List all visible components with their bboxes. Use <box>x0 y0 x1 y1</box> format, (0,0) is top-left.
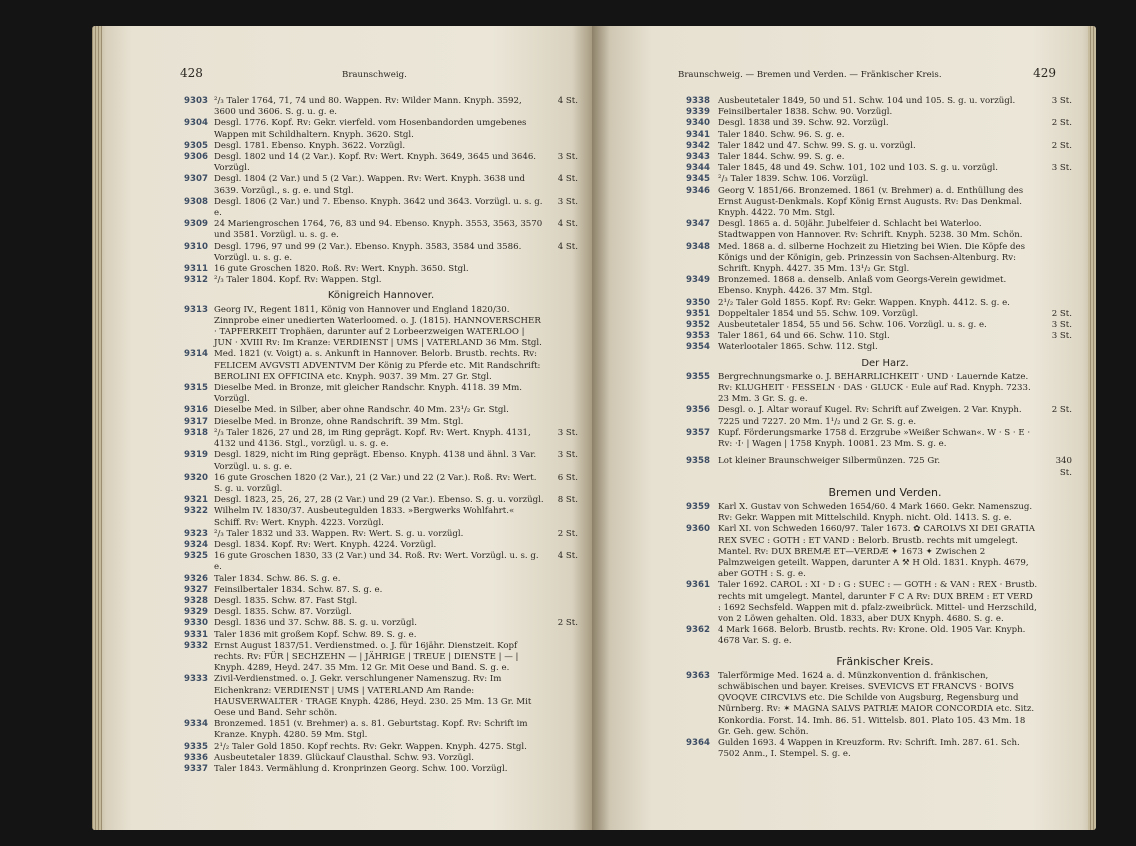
lot-number: 9336 <box>184 752 208 763</box>
catalog-entry <box>686 118 1072 129</box>
lot-number: 9328 <box>184 595 208 606</box>
lot-description: Karl X. Gustav von Schweden 1654/60. 4 Mark 1660. Gekr. Namenszug. Rv: Gekr. Wappen mit Mittelschild. Knyph. nicht. Old. 1413. S. g. e. <box>718 501 1033 524</box>
catalog-entry <box>184 764 578 775</box>
lot-quantity: 3 St. <box>557 427 578 438</box>
lot-number: 9341 <box>686 129 710 140</box>
lot-quantity: 3 St. <box>557 450 578 461</box>
lot-description: 16 gute Groschen 1820 (2 Var.), 21 (2 Var.) und 22 (2 Var.). Roß. Rv: Wert. S. g. u. vorzügl. <box>214 472 537 494</box>
lot-number: 9323 <box>184 528 208 539</box>
open-book <box>92 26 1096 830</box>
catalog-entry <box>184 152 578 174</box>
lot-quantity: 4 St. <box>557 241 578 252</box>
catalog-entry <box>184 450 578 472</box>
lot-description: Feinsilbertaler 1838. Schw. 90. Vorzügl. <box>718 107 893 118</box>
lot-number: 9364 <box>686 737 710 748</box>
catalog-entry <box>184 630 578 641</box>
catalog-entry <box>184 96 578 118</box>
lot-number: 9313 <box>184 304 208 315</box>
catalog-entry <box>184 540 578 551</box>
lot-description: Ausbeutetaler 1849, 50 und 51. Schw. 104 und 105. S. g. u. vorzügl. <box>718 96 1016 106</box>
lot-number: 9357 <box>686 427 710 438</box>
section-title-bremen: Bremen und Verden. <box>828 485 942 499</box>
lot-description: Doppeltaler 1854 und 55. Schw. 109. Vorzügl. <box>718 308 919 319</box>
catalog-entry <box>184 574 578 585</box>
lot-number: 9304 <box>184 118 208 129</box>
lot-number: 9349 <box>686 275 710 286</box>
catalog-entry <box>184 742 578 753</box>
lot-description: Desgl. 1829, nicht im Ring geprägt. Ebenso. Knyph. 4138 und ähnl. 3 Var. Vorzügl. u. s. g. e. <box>214 450 537 472</box>
lot-description: Taler 1845, 48 und 49. Schw. 101, 102 und 103. S. g. u. vorzügl. <box>718 163 998 174</box>
page-number-right: 429 <box>1033 66 1056 80</box>
lot-description: Georg V. 1851/66. Bronzemed. 1861 (v. Brehmer) a. d. Enthüllung des Ernst August-Denkmals. Kopf König Ernst Augusts. Rv: Das Denkmal. Knyph. 4422. 70 Mm. Stgl. <box>718 185 1024 219</box>
lot-description: Karl XI. von Schweden 1660/97. Taler 1673. ✿ CAROLVS XI DEI GRATIA REX SVEC : GOTH : ET VAND : Belorb. Brustb. rechts mit umgelegt. Mantel. Rv: DUX BREMÆ ET—VERDÆ ✦ 1673 ✦ Zwischen 2 Palmzweigen geteilt. Wappen, darunter A ⚒ H Old. 1831. Knyph. 4679, aber GOTH : S. g. e. <box>718 524 1035 580</box>
lot-number: 9351 <box>686 308 710 319</box>
lot-description: Taler 1842 und 47. Schw. 99. S. g. u. vorzügl. <box>718 140 916 151</box>
lot-number: 9333 <box>184 674 208 685</box>
lot-number: 9325 <box>184 551 208 562</box>
catalog-entry <box>184 607 578 618</box>
lot-description: Talerförmige Med. 1624 a. d. Münzkonvention d. fränkischen, schwäbischen und bayer. Kreises. SVEVICVS ET FRANCVS · BOIVS QVOQVE CIRCVLVS etc. Die Schilde von Augsburg, Regensburg und Nürnberg. Rv: ✶ MAGNA SALVS PATRIÆ MAIOR CONCORDIA etc. Sitz. Konkordia. Forst. 14. Imh. 86. 51. Wittelsb. 801. Plato 105. 43 Mm. 18 Gr. Geh. gew. Schön. <box>718 670 1035 737</box>
catalog-entry <box>686 737 1072 760</box>
catalog-entry <box>184 118 578 140</box>
catalog-entry <box>686 308 1072 320</box>
lot-description: 16 gute Groschen 1830, 33 (2 Var.) und 34. Roß. Rv: Wert. Vorzügl. u. s. g. e. <box>214 551 539 573</box>
catalog-entry <box>686 185 1072 220</box>
catalog-entry <box>184 551 578 573</box>
catalog-entry <box>686 580 1072 625</box>
lot-number: 9350 <box>686 297 710 308</box>
lot-quantity: 3 St. <box>1051 331 1072 342</box>
lot-description: Desgl. 1776. Kopf. Rv: Gekr. vierfeld. vom Hosenbandorden umgebenes Wappen mit Schildhaltern. Knyph. 3620. Stgl. <box>214 118 527 140</box>
lot-description: 4 Mark 1668. Belorb. Brustb. rechts. Rv: Krone. Old. 1905 Var. Knyph. 4678 Var. S. g. e. <box>718 625 1026 647</box>
lot-number: 9352 <box>686 320 710 331</box>
lot-quantity: 3 St. <box>557 196 578 207</box>
catalog-entry <box>184 428 578 450</box>
catalog-entry <box>184 529 578 540</box>
catalog-entry <box>686 219 1072 241</box>
catalog-entry <box>686 524 1072 580</box>
lot-quantity: 4 St. <box>557 96 578 106</box>
entry-list-bremen <box>686 501 1072 648</box>
lot-description: Feinsilbertaler 1834. Schw. 87. S. g. e. <box>214 584 383 595</box>
lot-number: 9359 <box>686 501 710 512</box>
lot-quantity: 2 St. <box>557 528 578 539</box>
lot-description: ²/₃ Taler 1839. Schw. 106. Vorzügl. <box>718 174 869 185</box>
lot-description: 24 Mariengroschen 1764, 76, 83 und 94. Ebenso. Knyph. 3553, 3563, 3570 und 3581. Vorzügl. u. s. g. e. <box>214 219 543 241</box>
catalog-entry <box>184 495 578 506</box>
lot-description: Desgl. 1781. Ebenso. Knyph. 3622. Vorzügl. <box>214 140 406 151</box>
lot-description: Ernst August 1837/51. Verdienstmed. o. J. für 16jähr. Dienstzeit. Kopf rechts. Rv: FÜR | SECHZEHN — | JÄHRIGE | TREUE | DIENSTE | — | Knyph. 4289, Heyd. 247. 35 Mm. 12 Gr. Mit Oese und Band. S. g. e. <box>214 640 519 674</box>
lot-description: Desgl. 1838 und 39. Schw. 92. Vorzügl. <box>718 118 889 129</box>
left-page-content <box>184 96 578 775</box>
lot-description: Desgl. 1802 und 14 (2 Var.). Kopf. Rv: Wert. Knyph. 3649, 3645 und 3646. Vorzügl. <box>214 152 537 174</box>
catalog-entry <box>184 506 578 528</box>
section-title-hannover: Königreich Hannover. <box>327 290 435 302</box>
lot-description: Taler 1692. CAROL : XI · D : G : SUEC : — GOTH : & VAN : REX · Brustb. rechts mit umgelegt. Mantel, darunter F C A Rv: DUX BREM : ET VERD : 1692 Sechsfeld. Wappen mit d. pfalz-zweibrück. Mittel- und Herzschild, von 2 Löwen gehalten. Old. 1833, aber DUX Knyph. 4680. S. g. e. <box>718 580 1038 624</box>
lot-number: 9321 <box>184 495 208 506</box>
catalog-entry <box>184 674 578 719</box>
lot-description: Georg IV., Regent 1811, König von Hannover und England 1820/30. Zinnprobe einer unedierten Waterloomed. o. J. (1815). HANNOVERSCHER · TAPFERKEIT Trophäen, darunter auf 2 Lorbeerzweigen WATERLOO | JUN · XVIII Rv: Im Kranze: VERDIENST | UMS | VATERLAND 36 Mm. Stgl. <box>214 304 542 349</box>
lot-description: Lot kleiner Braunschweiger Silbermünzen. 725 Gr. <box>718 456 941 467</box>
lot-quantity: 3 St. <box>1051 320 1072 331</box>
lot-description: Desgl. 1806 (2 Var.) und 7. Ebenso. Knyph. 3642 und 3643. Vorzügl. u. s. g. e. <box>214 196 543 219</box>
lot-description: Desgl. 1796, 97 und 99 (2 Var.). Ebenso. Knyph. 3583, 3584 und 3586. Vorzügl. u. s. g. e. <box>214 241 522 263</box>
lot-description: Desgl. o. J. Altar worauf Kugel. Rv: Schrift auf Zweigen. 2 Var. Knyph. 7225 und 7227. 20 Mm. 1¹/₂ und 2 Gr. S. g. e. <box>718 405 1022 427</box>
lot-number: 9320 <box>184 472 208 483</box>
lot-description: Ausbeutetaler 1854, 55 und 56. Schw. 106. Vorzügl. u. s. g. e. <box>718 320 987 331</box>
page-edges-right <box>1088 26 1096 830</box>
lot-description: Taler 1844. Schw. 99. S. g. e. <box>718 152 845 163</box>
lot-number: 9314 <box>184 349 208 360</box>
lot-quantity: 6 St. <box>557 472 578 483</box>
lot-description: Waterlootaler 1865. Schw. 112. Stgl. <box>718 342 878 353</box>
lot-number: 9319 <box>184 450 208 461</box>
lot-number: 9334 <box>184 719 208 730</box>
lot-number: 9310 <box>184 241 208 252</box>
catalog-entry <box>686 241 1072 276</box>
lot-quantity: 3 St. <box>1051 96 1072 106</box>
lot-description: Taler 1843. Vermählung d. Kronprinzen Georg. Schw. 100. Vorzügl. <box>214 763 508 774</box>
lot-number: 9307 <box>184 174 208 185</box>
lot-number: 9361 <box>686 580 710 591</box>
lot-description: ²/₃ Taler 1832 und 33. Wappen. Rv: Wert. S. g. u. vorzügl. <box>214 528 464 539</box>
lot-number: 9348 <box>686 241 710 252</box>
lot-number: 9327 <box>184 584 208 595</box>
lot-number: 9356 <box>686 405 710 416</box>
lot-number: 9308 <box>184 196 208 207</box>
lot-description: Bergrechnungsmarke o. J. BEHARRLICHKEIT · UND · Lauernde Katze. Rv: KLUGHEIT · FESSELN · DAS · GLUCK · Eule auf Rad. Knyph. 7233. 23 Mm. 3 Gr. S. g. e. <box>718 371 1031 405</box>
catalog-entry <box>686 275 1072 297</box>
lot-number: 9309 <box>184 219 208 230</box>
lot-description: Taler 1836 mit großem Kopf. Schw. 89. S. g. e. <box>214 629 417 640</box>
catalog-entry <box>184 219 578 241</box>
lot-quantity: 2 St. <box>1051 308 1072 319</box>
lot-quantity: 8 St. <box>557 495 578 506</box>
lot-number: 9322 <box>184 506 208 517</box>
lot-description: Med. 1821 (v. Voigt) a. s. Ankunft in Hannover. Belorb. Brustb. rechts. Rv: FELICEM AVGVSTI ADVENTVM Der König zu Pferde etc. Mit Randschrift: BEROLINI EX OFFICINA etc. Knyph. 9037. 39 Mm. 27 Gr. Stgl. <box>214 349 541 382</box>
lot-number: 9345 <box>686 174 710 185</box>
lot-number: 9343 <box>686 152 710 163</box>
lot-number: 9305 <box>184 140 208 151</box>
lot-number: 9342 <box>686 140 710 151</box>
catalog-entry <box>184 305 578 350</box>
lot-quantity: 4 St. <box>557 219 578 230</box>
lot-description: Gulden 1693. 4 Wappen in Kreuzform. Rv: Schrift. Imh. 287. 61. Sch. 7502 Anm., I. Stempel. S. g. e. <box>718 737 1020 760</box>
catalog-entry <box>686 501 1072 524</box>
lot-number: 9317 <box>184 416 208 427</box>
lot-number: 9338 <box>686 96 710 106</box>
lot-description: Kupf. Förderungsmarke 1758 d. Erzgrube »Weißer Schwan«. W · S · E · Rv: ·I· | Wagen | 1758 Knyph. 10081. 23 Mm. S. g. e. <box>718 427 1031 450</box>
lot-number: 9303 <box>184 96 208 106</box>
lot-quantity: 2 St. <box>1051 405 1072 416</box>
lot-number: 9330 <box>184 618 208 629</box>
lot-description: Desgl. 1823, 25, 26, 27, 28 (2 Var.) und 29 (2 Var.). Ebenso. S. g. u. vorzügl. <box>214 495 544 506</box>
running-header-right: Braunschweig. — Bremen und Verden. — Fränkischer Kreis. <box>678 70 942 80</box>
section-title-harz: Der Harz. <box>861 357 909 369</box>
catalog-entry <box>184 405 578 416</box>
lot-number: 9315 <box>184 383 208 394</box>
lot-number: 9354 <box>686 342 710 353</box>
lot-number: 9362 <box>686 625 710 636</box>
left-page <box>92 26 592 830</box>
catalog-entry <box>184 417 578 428</box>
entry-list-hannover <box>184 305 578 776</box>
lot-number: 9311 <box>184 264 208 275</box>
entry-list-braunschweig <box>184 96 578 286</box>
lot-description: 2¹/₂ Taler Gold 1855. Kopf. Rv: Gekr. Wappen. Knyph. 4412. S. g. e. <box>718 297 1010 308</box>
lot-number: 9353 <box>686 331 710 342</box>
catalog-entry <box>184 197 578 219</box>
lot-description: Desgl. 1835. Schw. 87. Fast Stgl. <box>214 595 358 606</box>
catalog-entry <box>686 427 1072 450</box>
lot-quantity: 2 St. <box>1051 118 1072 129</box>
lot-quantity: 3 St. <box>557 152 578 163</box>
catalog-entry <box>686 140 1072 152</box>
lot-description: Zivil-Verdienstmed. o. J. Gekr. verschlungener Namenszug. Rv: Im Eichenkranz: VERDIENST | UMS | VATERLAND Am Rande: HAUSVERWALTER · TRAGE Knyph. 4286, Heyd. 230. 25 Mm. 13 Gr. Mit Oese und Band. Sehr schön. <box>214 674 532 718</box>
right-page-content <box>686 96 1072 760</box>
lot-number: 9344 <box>686 163 710 174</box>
lot-description: Wilhelm IV. 1830/37. Ausbeutegulden 1833. »Bergwerks Wohlfahrt.« Schiff. Rv: Wert. Knyph. 4223. Vorzügl. <box>214 506 515 528</box>
lot-number: 9332 <box>184 640 208 651</box>
section-title-frankischer-kreis: Fränkischer Kreis. <box>836 654 934 668</box>
lot-number: 9316 <box>184 405 208 416</box>
lot-description: Desgl. 1804 (2 Var.) und 5 (2 Var.). Wappen. Rv: Wert. Knyph. 3638 und 3639. Vorzügl., s. g. e. und Stgl. <box>214 174 526 196</box>
catalog-entry <box>184 383 578 405</box>
catalog-entry <box>184 596 578 607</box>
lot-quantity: 340 St. <box>1055 456 1072 478</box>
catalog-entry <box>686 174 1072 185</box>
lot-description: ²/₃ Taler 1804. Kopf. Rv: Wappen. Stgl. <box>214 275 382 286</box>
catalog-entry <box>686 96 1072 107</box>
catalog-entry <box>184 349 578 383</box>
lot-quantity: 2 St. <box>1051 140 1072 151</box>
lot-quantity: 4 St. <box>557 174 578 185</box>
lot-description: 2¹/₂ Taler Gold 1850. Kopf rechts. Rv: Gekr. Wappen. Knyph. 4275. Stgl. <box>214 741 527 752</box>
lot-number: 9360 <box>686 524 710 535</box>
lot-quantity: 3 St. <box>1051 163 1072 174</box>
lot-number: 9324 <box>184 539 208 550</box>
catalog-entry <box>184 473 578 495</box>
catalog-entry <box>184 641 578 675</box>
running-header-left: Braunschweig. <box>342 70 407 80</box>
catalog-entry <box>686 320 1072 331</box>
lot-number: 9355 <box>686 371 710 382</box>
catalog-entry <box>686 107 1072 118</box>
entry-list-frankischer-kreis <box>686 670 1072 761</box>
lot-description: Bronzemed. 1851 (v. Brehmer) a. s. 81. Geburtstag. Kopf. Rv: Schrift im Kranze. Knyph. 4280. 59 Mm. Stgl. <box>214 719 528 741</box>
page-edges-left <box>92 26 102 830</box>
lot-quantity: 2 St. <box>557 618 578 629</box>
lot-number: 9358 <box>686 456 710 467</box>
lot-number: 9331 <box>184 629 208 640</box>
catalog-entry <box>686 371 1072 406</box>
lot-number: 9306 <box>184 152 208 163</box>
lot-description: Taler 1861, 64 und 66. Schw. 110. Stgl. <box>718 331 890 342</box>
lot-number: 9347 <box>686 219 710 230</box>
lot-description: Desgl. 1836 und 37. Schw. 88. S. g. u. vorzügl. <box>214 618 418 629</box>
catalog-entry <box>184 618 578 629</box>
lot-description: Bronzemed. 1868 a. denselb. Anlaß vom Georgs-Verein gewidmet. Ebenso. Knyph. 4426. 37 Mm. Stgl. <box>718 275 1007 297</box>
catalog-entry <box>686 405 1072 427</box>
lot-number: 9318 <box>184 427 208 438</box>
lot-quantity: 4 St. <box>557 551 578 562</box>
lot-number: 9363 <box>686 670 710 681</box>
catalog-entry <box>184 242 578 264</box>
catalog-entry <box>686 129 1072 141</box>
lot-description: 16 gute Groschen 1820. Roß. Rv: Wert. Knyph. 3650. Stgl. <box>214 264 469 275</box>
lot-description: Dieselbe Med. in Bronze, ohne Randschrift. 39 Mm. Stgl. <box>214 416 464 427</box>
right-page <box>592 26 1096 830</box>
catalog-entry <box>184 719 578 741</box>
catalog-entry <box>184 141 578 152</box>
lot-number: 9326 <box>184 573 208 584</box>
lot-number: 9346 <box>686 185 710 196</box>
lot-description: Desgl. 1835. Schw. 87. Vorzügl. <box>214 607 352 618</box>
catalog-entry <box>184 275 578 286</box>
entry-list-hannover-cont <box>686 96 1072 354</box>
lot-description: Dieselbe Med. in Silber, aber ohne Randschr. 40 Mm. 23¹/₂ Gr. Stgl. <box>214 405 509 416</box>
lot-description: Taler 1834. Schw. 86. S. g. e. <box>214 573 341 584</box>
lot-number: 9335 <box>184 741 208 752</box>
catalog-entry <box>686 163 1072 174</box>
lot-number: 9340 <box>686 118 710 129</box>
lot-number: 9312 <box>184 275 208 286</box>
lot-description: ²/₃ Taler 1764, 71, 74 und 80. Wappen. Rv: Wilder Mann. Knyph. 3592, 3600 und 3606. S. g. u. g. e. <box>214 96 522 118</box>
lot-description: Desgl. 1834. Kopf. Rv: Wert. Knyph. 4224. Vorzügl. <box>214 539 437 550</box>
catalog-entry <box>686 342 1072 353</box>
catalog-entry <box>686 297 1072 309</box>
catalog-entry <box>686 456 1072 478</box>
lot-description: ²/₃ Taler 1826, 27 und 28, im Ring geprägt. Kopf. Rv: Wert. Knyph. 4131, 4132 und 4136. Stgl., vorzügl. u. s. g. e. <box>214 427 531 450</box>
catalog-entry <box>686 152 1072 163</box>
catalog-entry <box>184 174 578 196</box>
page-number-left: 428 <box>180 66 203 80</box>
catalog-entry <box>184 753 578 764</box>
catalog-entry <box>686 625 1072 647</box>
lot-description: Med. 1868 a. d. silberne Hochzeit zu Hietzing bei Wien. Die Köpfe des Königs und der Königin, geb. Prinzessin von Sachsen-Altenburg. Rv: Schrift. Knyph. 4427. 35 Mm. 13¹/₂ Gr. Stgl. <box>718 241 1026 275</box>
lot-number: 9329 <box>184 607 208 618</box>
catalog-entry <box>686 670 1072 738</box>
lot-number: 9337 <box>184 763 208 774</box>
lot-description: Taler 1840. Schw. 96. S. g. e. <box>718 129 845 140</box>
lot-description: Ausbeutetaler 1839. Glückauf Clausthal. Schw. 93. Vorzügl. <box>214 752 475 763</box>
lot-description: Desgl. 1865 a. d. 50jähr. Jubelfeier d. Schlacht bei Waterloo. Stadtwappen von Hannover. Rv: Schrift. Knyph. 5238. 30 Mm. Schön. <box>718 219 1023 241</box>
catalog-entry <box>184 585 578 596</box>
entry-list-harz <box>686 371 1072 450</box>
catalog-entry <box>686 331 1072 342</box>
catalog-entry <box>184 264 578 275</box>
lot-description: Dieselbe Med. in Bronze, mit gleicher Randschr. Knyph. 4118. 39 Mm. Vorzügl. <box>214 383 523 405</box>
lot-number: 9339 <box>686 107 710 118</box>
